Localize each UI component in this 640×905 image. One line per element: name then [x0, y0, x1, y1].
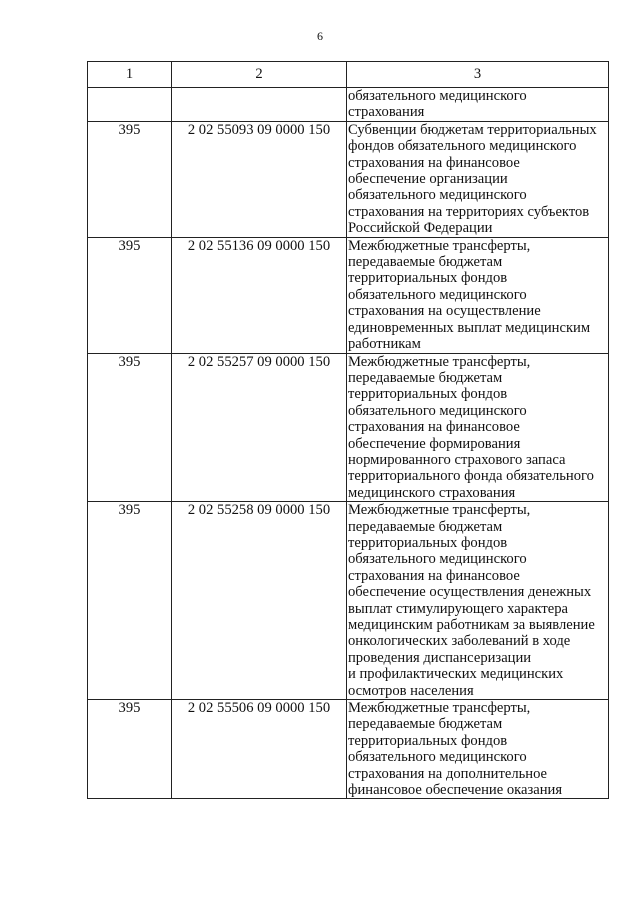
- table-body: [88, 88, 609, 799]
- table-row: [88, 237, 609, 353]
- description-cell: Межбюджетные трансферты, передаваемые бюджетам территориальных фондов обязательного медицинского страхования на осуществление единовременных выплат медицинским работникам: [347, 237, 609, 353]
- header-col-1: 1: [88, 62, 172, 88]
- table-row: [88, 88, 609, 122]
- admin-code-cell: 395: [88, 353, 172, 502]
- admin-code-cell: 395: [88, 502, 172, 700]
- admin-code-cell: [88, 88, 172, 122]
- budget-code-cell: 2 02 55506 09 0000 150: [172, 700, 347, 799]
- header-col-2: 2: [172, 62, 347, 88]
- table-row: [88, 353, 609, 502]
- table-header: [88, 62, 609, 88]
- description-cell: Межбюджетные трансферты, передаваемые бюджетам территориальных фондов обязательного медицинского страхования на финансовое обеспечение осуществления денежных выплат стимулирующего характера медицинским работникам за выявление онкологических заболеваний в ходе проведения диспансеризации и профилактических медицинских осмотров населения: [347, 502, 609, 700]
- page-number: 6: [317, 29, 323, 43]
- table-row: [88, 502, 609, 700]
- description-cell: Межбюджетные трансферты, передаваемые бюджетам территориальных фондов обязательного медицинского страхования на финансовое обеспечение формирования нормированного страхового запаса территориального фонда обязательного медицинского страхования: [347, 353, 609, 502]
- table-row: [88, 700, 609, 799]
- header-col-3: 3: [347, 62, 609, 88]
- budget-code-cell: 2 02 55258 09 0000 150: [172, 502, 347, 700]
- table-header-row: [88, 62, 609, 88]
- table-row: [88, 121, 609, 237]
- admin-code-cell: 395: [88, 121, 172, 237]
- description-cell: Субвенции бюджетам территориальных фондов обязательного медицинского страхования на финансовое обеспечение организации обязательного медицинского страхования на территориях субъектов Российской Федерации: [347, 121, 609, 237]
- budget-code-cell: 2 02 55257 09 0000 150: [172, 353, 347, 502]
- description-cell: обязательного медицинского страхования: [347, 88, 609, 122]
- admin-code-cell: 395: [88, 237, 172, 353]
- budget-codes-table: [87, 61, 609, 799]
- description-cell: Межбюджетные трансферты, передаваемые бюджетам территориальных фондов обязательного медицинского страхования на дополнительное финансовое обеспечение оказания: [347, 700, 609, 799]
- budget-code-cell: 2 02 55136 09 0000 150: [172, 237, 347, 353]
- budget-code-cell: 2 02 55093 09 0000 150: [172, 121, 347, 237]
- admin-code-cell: 395: [88, 700, 172, 799]
- budget-code-cell: [172, 88, 347, 122]
